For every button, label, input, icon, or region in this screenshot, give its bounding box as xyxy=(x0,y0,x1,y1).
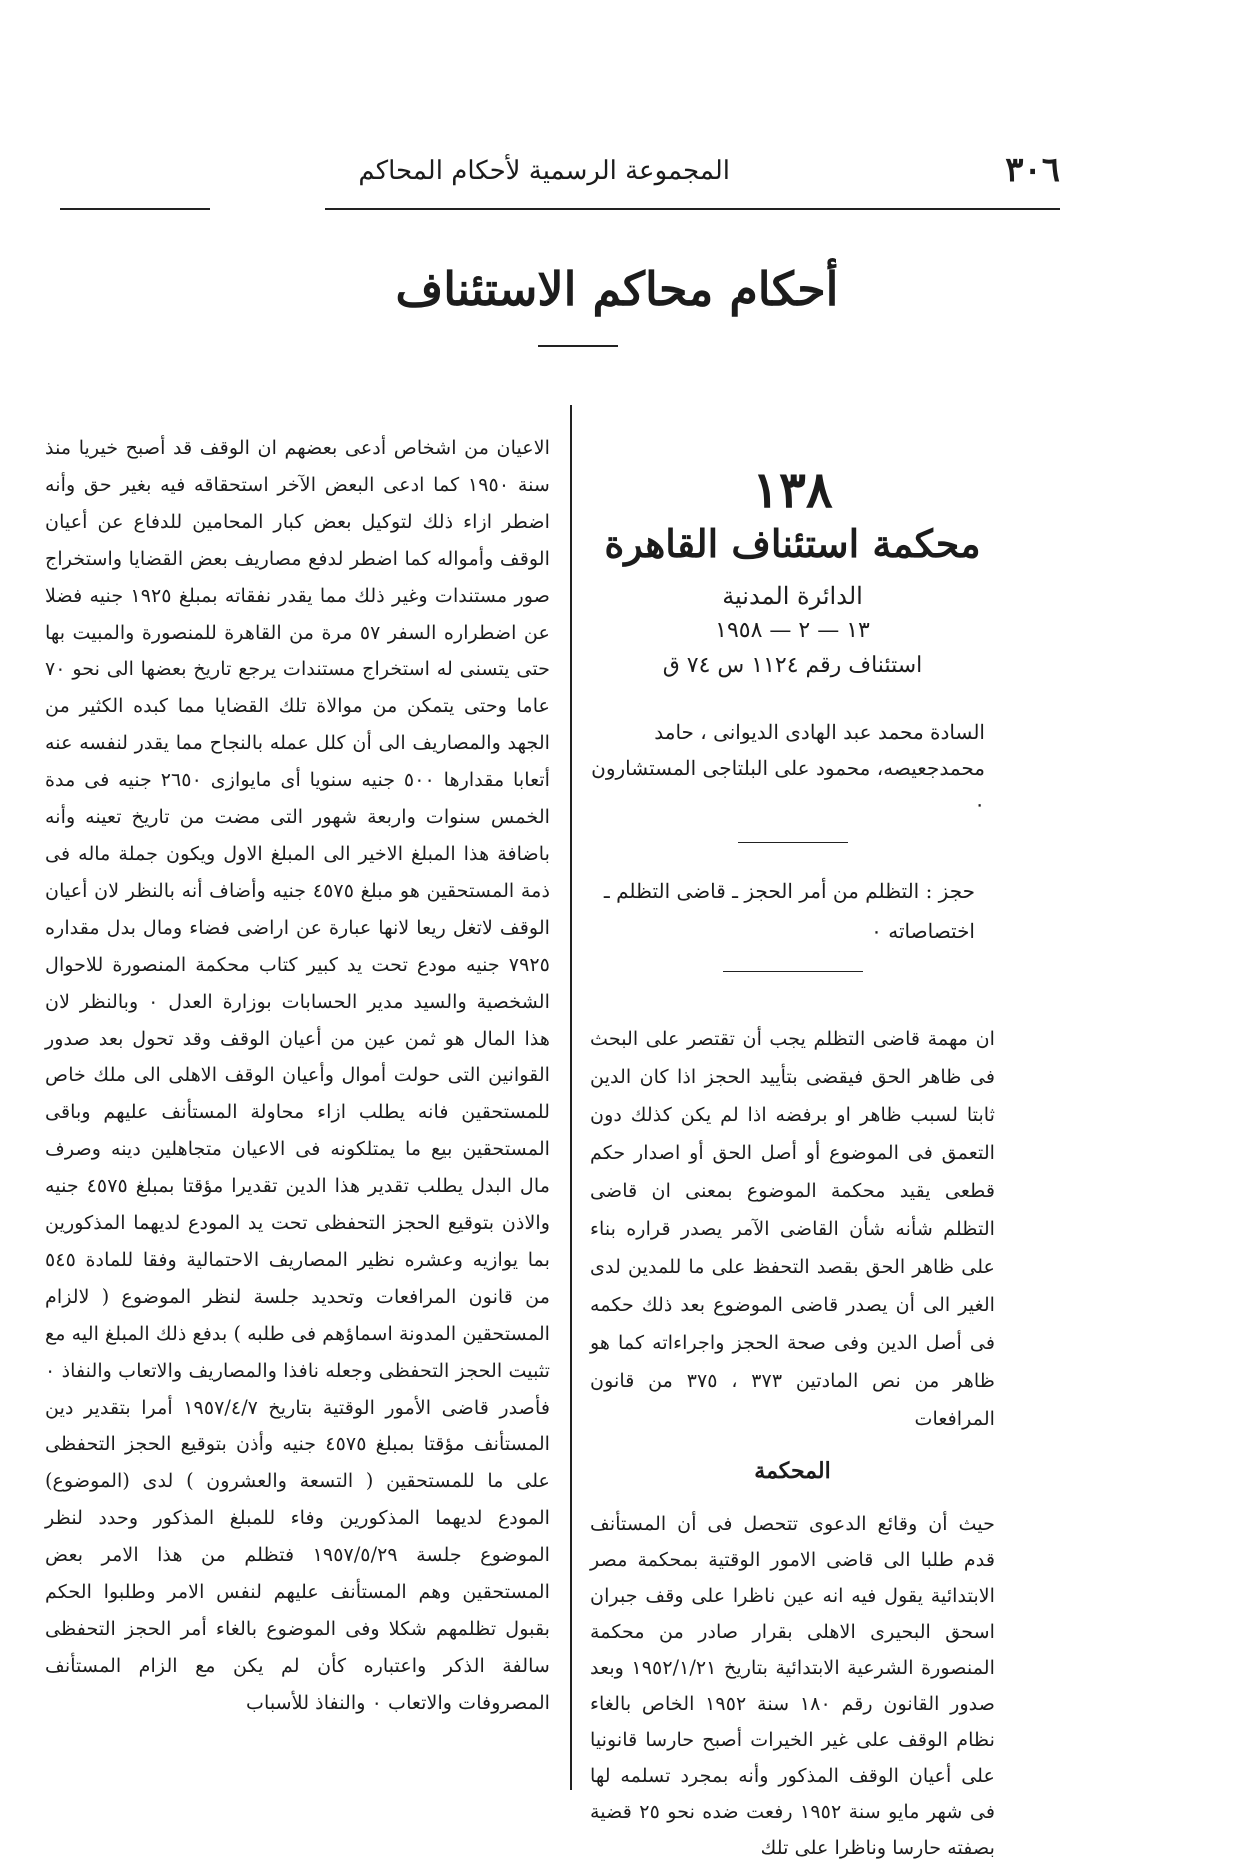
column-divider xyxy=(570,405,572,1790)
separator-rule-2 xyxy=(723,971,863,972)
separator-rule xyxy=(738,842,848,843)
legal-principle: ان مهمة قاضى التظلم يجب أن تقتصر على البحث فى ظاهر الحق فيقضى بتأييد الحجز اذا كان الدين ثابتا لسبب ظاهر او برفضه اذا لم يكن كذلك دون التعمق فى الموضوع أو أصل الحق أو اصدار حكم قطعى يقيد محكمة الموضوع بمعنى ان قاضى التظلم شأنه شأن القاضى الآمر يصدر قراره بناء على ظاهر الحق بقصد التحفظ على ما للمدين لدى الغير الى أن يصدر قاضى الموضوع بعد ذلك حكمه فى أصل الدين وفى صحة الحجز واجراءاته كما هو ظاهر من نص المادتين ٣٧٣ ، ٣٧٥ من قانون المرافعات xyxy=(590,1027,995,1430)
case-number: ١٣٨ xyxy=(752,460,833,519)
judges-list: السادة محمد عبد الهادى الديوانى ، حامد محمدجعيصه، محمود على البلتاجى المستشارون ٠ xyxy=(591,720,985,816)
circuit-name: الدائرة المدنية xyxy=(722,582,863,610)
court-heading: المحكمة xyxy=(754,1458,831,1484)
judgment-text: حيث أن وقائع الدعوى تتحصل فى أن المستأنف قدم طلبا الى قاضى الامور الوقتية بمحكمة مصر الابتدائية يقول فيه انه عين ناظرا على وقف جبران اسحق البحيرى الاهلى بقرار صادر من محكمة المنصورة الشرعية الابتدائية بتاريخ ١٩٥٢/١/٢١ وبعد صدور القانون رقم ١٨٠ سنة ١٩٥٢ الخاص بالغاء نظام الوقف على غير الخيرات أصبح حارسا قانونيا على أعيان الوقف المذكور وأنه بمجرد تسلمه لها فى شهر مايو سنة ١٩٥٢ رفعت ضده نحو ٢٥ قضية بصفته حارسا وناظرا على تلك xyxy=(590,1512,995,1859)
case-date: ١٣ — ٢ — ١٩٥٨ xyxy=(715,618,870,643)
page-header xyxy=(60,150,1060,210)
appeal-number: استئناف رقم ١١٢٤ س ٧٤ ق xyxy=(662,653,923,678)
header-rule xyxy=(325,208,1060,210)
title-underline xyxy=(538,345,618,347)
right-column xyxy=(590,460,995,1866)
header-rule-left xyxy=(60,208,210,210)
left-column xyxy=(45,430,550,1722)
court-name: محكمة استئناف القاهرة xyxy=(604,521,981,566)
section-title: أحكام محاكم الاستئناف xyxy=(395,262,839,316)
case-topic: حجز : التظلم من أمر الحجز ـ قاضى التظلم ـ اختصاصاته ٠ xyxy=(603,879,975,943)
running-head: المجموعة الرسمية لأحكام المحاكم xyxy=(358,156,730,186)
page-number: ٣٠٦ xyxy=(1005,150,1060,190)
left-column-text: الاعيان من اشخاص أدعى بعضهم ان الوقف قد أصبح خيريا منذ سنة ١٩٥٠ كما ادعى البعض الآخر استحقاقه فيه بغير حق وأنه اضطر ازاء ذلك لتوكيل بعض كبار المحامين للدفاع عن أعيان الوقف وأمواله كما اضطر لدفع مصاريف بعض القضايا واستخراج صور مستندات وغير ذلك مما يقدر نفقاته بمبلغ ١٩٢٥ جنيه فضلا عن اضطراره السفر ٥٧ مرة من القاهرة للمنصورة والمبيت بها حتى يتسنى له استخراج مستندات يرجع تاريخ بعضها الى نحو ٧٠ عاما وحتى يتمكن من موالاة تلك القضايا مما كبده الكثير من الجهد والمصاريف الى أن كلل عمله بالنجاح مما يقدر لنفسه عنه أتعابا مقدارها ٥٠٠ جنيه سنويا أى مايوازى ٢٦٥٠ جنيه فى مدة الخمس سنوات واربعة شهور التى مضت من تاريخ تعينه وأنه باضافة هذا المبلغ الاخير الى المبلغ الاول ويكون جملة ماله فى ذمة المستحقين هو مبلغ ٤٥٧٥ جنيه وأضاف أنه بالنظر لان أعيان الوقف لاتغل ريعا لانها عبارة عن اراضى فضاء ومال بدل مقداره ٧٩٢٥ جنيه مودع تحت يد كبير كتاب محكمة المنصورة للاحوال الشخصية والسيد مدير الحسابات بوزارة العدل ٠ وبالنظر لان هذا المال هو ثمن عين من أعيان الوقف وقد تحول بعد صدور القوانين التى حولت أموال وأعيان الوقف الاهلى الى ملك خاص للمستحقين فانه يطلب ازاء محاولة المستأنف عليهم وباقى المستحقين بيع ما يمتلكونه فى الاعيان متجاهلين دينه وصرف مال البدل يطلب تقدير هذا الدين تقديرا مؤقتا بمبلغ ٤٥٧٥ جنيه والاذن بتوقيع الحجز التحفظى تحت يد المودع لديهما المذكورين بما يوازيه وعشره نظير المصاريف الاحتمالية وفقا للمادة ٥٤٥ من قانون المرافعات وتحديد جلسة لنظر الموضوع ( لالزام المستحقين المدونة اسماؤهم فى طلبه ) بدفع ذلك المبلغ اليه مع تثبيت الحجز التحفظى وجعله نافذا والمصاريف والاتعاب والنفاذ ٠ فأصدر قاضى الأمور الوقتية بتاريخ ١٩٥٧/٤/٧ أمرا بتقدير دين المستأنف مؤقتا بمبلغ ٤٥٧٥ جنيه وأذن بتوقيع الحجز التحفظى على ما للمستحقين ( التسعة والعشرون ) لدى (الموضوع) المودع لديهما المذكورين وفاء للمبلغ المذكور وحدد لنظر الموضوع جلسة ١٩٥٧/٥/٢٩ فتظلم من هذا الامر بعض المستحقين وهم المستأنف عليهم لنفس الامر وطلبوا الحكم بقبول تظلمهم شكلا وفى الموضوع بالغاء أمر الحجز التحفظى سالفة الذكر واعتباره كأن لم يكن مع الزام المستأنف المصروفات والاتعاب ٠ والنفاذ للأسباب xyxy=(45,436,551,1714)
